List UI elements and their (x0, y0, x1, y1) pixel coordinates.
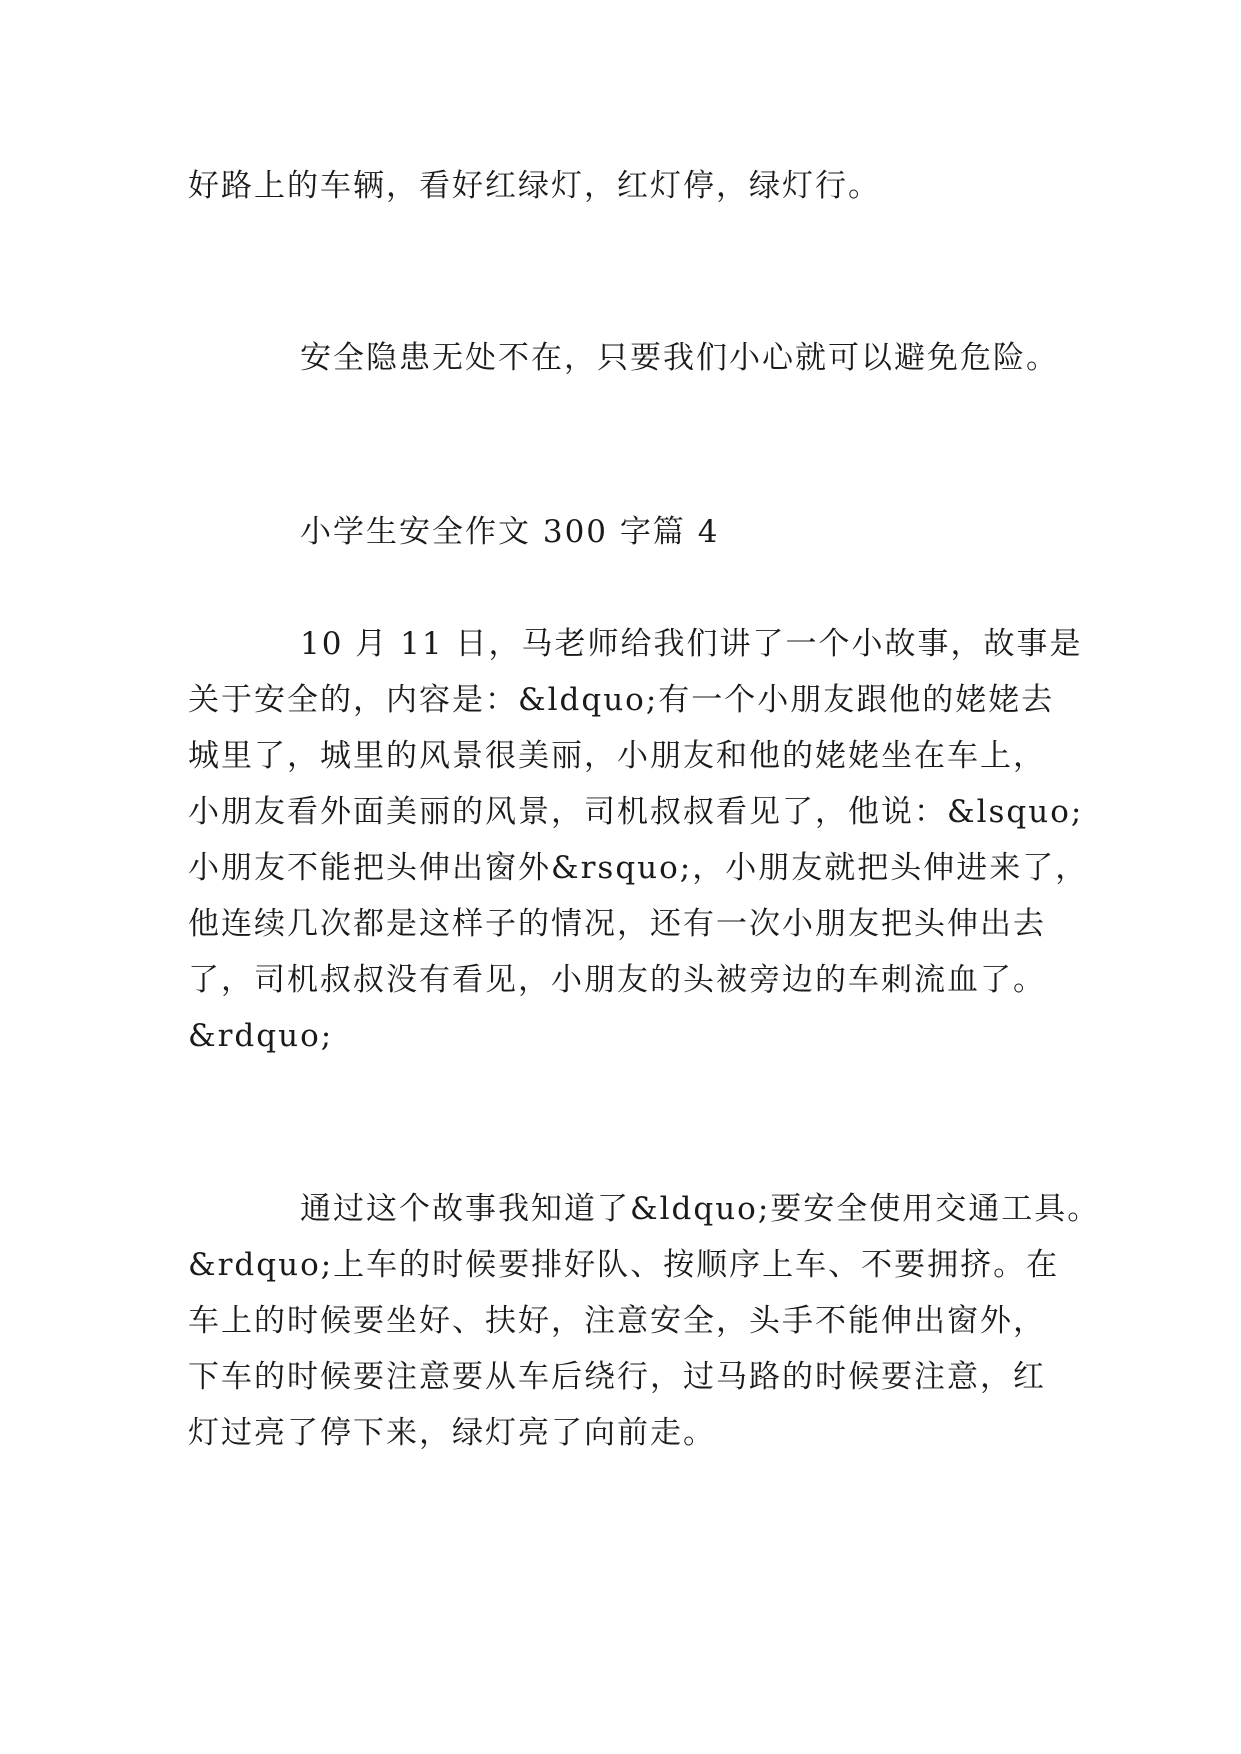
paragraph-lesson-line-5: 灯过亮了停下来，绿灯亮了向前走。 (188, 1415, 716, 1451)
paragraph-story-line-4: 小朋友看外面美丽的风景，司机叔叔看见了，他说：&lsquo; (188, 794, 1084, 830)
paragraph-lesson-line-4: 下车的时候要注意要从车后绕行，过马路的时候要注意，红 (188, 1359, 1046, 1395)
paragraph-lesson-line-3: 车上的时候要坐好、扶好，注意安全，头手不能伸出窗外， (188, 1303, 1046, 1339)
paragraph-story-line-1: 10 月 11 日，马老师给我们讲了一个小故事，故事是 (300, 626, 1083, 662)
paragraph-story-line-3: 城里了，城里的风景很美丽，小朋友和他的姥姥坐在车上， (188, 738, 1046, 774)
paragraph-lesson-line-1: 通过这个故事我知道了&ldquo;要安全使用交通工具。 (300, 1191, 1101, 1227)
paragraph-story-line-6: 他连续几次都是这样子的情况，还有一次小朋友把头伸出去 (188, 906, 1046, 942)
paragraph-continuation-line-1: 好路上的车辆，看好红绿灯，红灯停，绿灯行。 (188, 168, 881, 204)
paragraph-story-line-5: 小朋友不能把头伸出窗外&rsquo;，小朋友就把头伸进来了， (188, 850, 1089, 886)
paragraph-lesson-line-2: &rdquo;上车的时候要排好队、按顺序上车、不要拥挤。在 (188, 1247, 1060, 1283)
paragraph-story-line-8: &rdquo; (188, 1018, 334, 1054)
paragraph-story-line-2: 关于安全的，内容是：&ldquo;有一个小朋友跟他的姥姥去 (188, 682, 1055, 718)
section-heading: 小学生安全作文 300 字篇 4 (300, 514, 720, 550)
paragraph-story-line-7: 了，司机叔叔没有看见，小朋友的头被旁边的车刺流血了。 (188, 962, 1046, 998)
paragraph-hazard-line-1: 安全隐患无处不在，只要我们小心就可以避免危险。 (300, 340, 1059, 376)
